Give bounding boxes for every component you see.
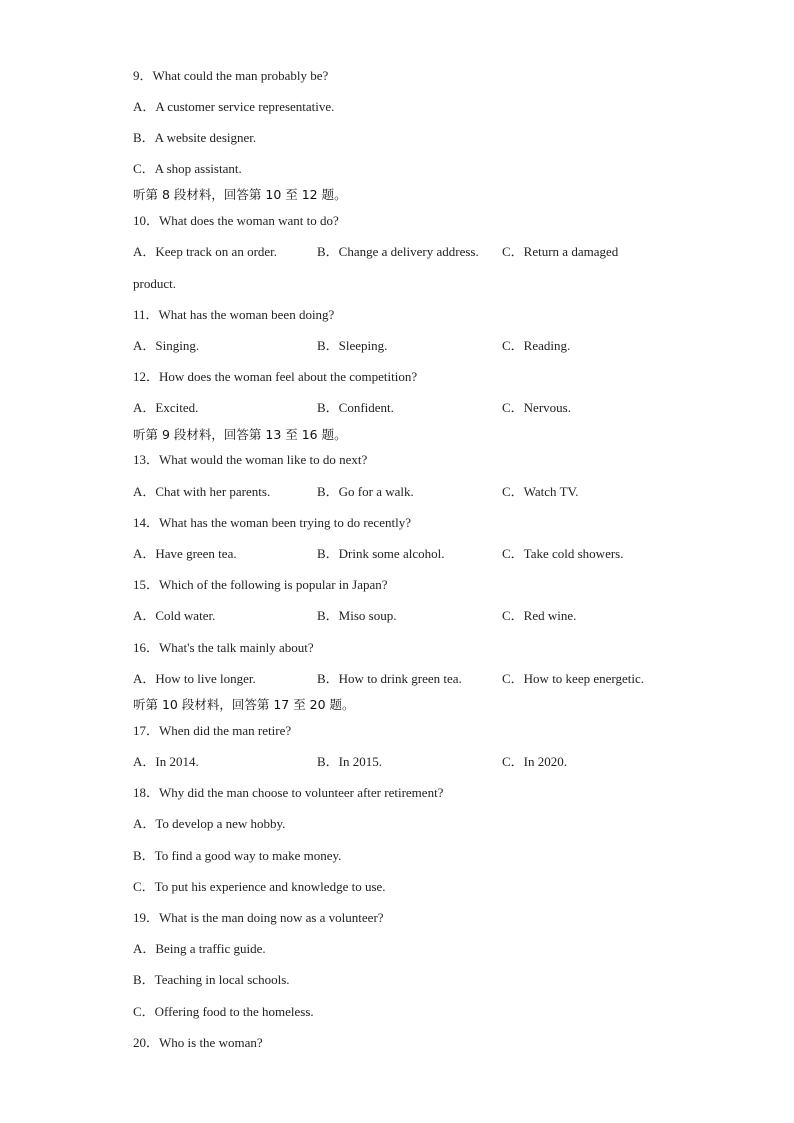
section-heading-8: 听第 8 段材料，回答第 10 至 12 题。 (133, 187, 347, 202)
question-16: 16．What's the talk mainly about? (133, 640, 314, 655)
option-12a: A．Excited. (133, 400, 199, 415)
option-10a: A．Keep track on an order. (133, 244, 278, 259)
option-13b: B．Go for a walk. (317, 484, 414, 499)
question-13: 13．What would the woman like to do next? (133, 452, 368, 467)
option-18c: C．To put his experience and knowledge to use. (133, 879, 386, 894)
question-14: 14．What has the woman been trying to do recently? (133, 515, 411, 530)
question-15: 15．Which of the following is popular in Japan? (133, 577, 388, 592)
option-10c-continued: product. (133, 276, 176, 291)
option-16c: C．How to keep energetic. (502, 671, 644, 686)
option-15b: B．Miso soup. (317, 608, 397, 623)
option-18b: B．To find a good way to make money. (133, 848, 342, 863)
option-9b: B．A website designer. (133, 130, 257, 145)
section-heading-9: 听第 9 段材料，回答第 13 至 16 题。 (133, 427, 347, 442)
option-11c: C．Reading. (502, 338, 571, 353)
option-12c: C．Nervous. (502, 400, 571, 415)
question-12: 12．How does the woman feel about the competition? (133, 369, 418, 384)
question-11: 11．What has the woman been doing? (133, 307, 335, 322)
option-17a: A．In 2014. (133, 754, 199, 769)
option-11a: A．Singing. (133, 338, 200, 353)
option-15c: C．Red wine. (502, 608, 577, 623)
option-11b: B．Sleeping. (317, 338, 388, 353)
option-17c: C．In 2020. (502, 754, 568, 769)
option-19a: A．Being a traffic guide. (133, 941, 266, 956)
question-9: 9．What could the man probably be? (133, 68, 329, 83)
option-14b: B．Drink some alcohol. (317, 546, 445, 561)
option-9c: C．A shop assistant. (133, 161, 242, 176)
question-20: 20．Who is the woman? (133, 1035, 263, 1050)
option-17b: B．In 2015. (317, 754, 383, 769)
option-19c: C．Offering food to the homeless. (133, 1004, 314, 1019)
option-13c: C．Watch TV. (502, 484, 579, 499)
option-16b: B．How to drink green tea. (317, 671, 462, 686)
option-12b: B．Confident. (317, 400, 394, 415)
option-10b: B．Change a delivery address. (317, 244, 479, 259)
option-15a: A．Cold water. (133, 608, 216, 623)
option-10c: C．Return a damaged (502, 244, 619, 259)
option-13a: A．Chat with her parents. (133, 484, 271, 499)
question-19: 19．What is the man doing now as a volunteer? (133, 910, 384, 925)
option-14c: C．Take cold showers. (502, 546, 624, 561)
option-14a: A．Have green tea. (133, 546, 237, 561)
option-9a: A．A customer service representative. (133, 99, 335, 114)
option-19b: B．Teaching in local schools. (133, 972, 290, 987)
section-heading-10: 听第 10 段材料，回答第 17 至 20 题。 (133, 697, 355, 712)
question-10: 10．What does the woman want to do? (133, 213, 339, 228)
option-18a: A．To develop a new hobby. (133, 816, 286, 831)
question-18: 18．Why did the man choose to volunteer after retirement? (133, 785, 444, 800)
question-17: 17．When did the man retire? (133, 723, 292, 738)
option-16a: A．How to live longer. (133, 671, 256, 686)
